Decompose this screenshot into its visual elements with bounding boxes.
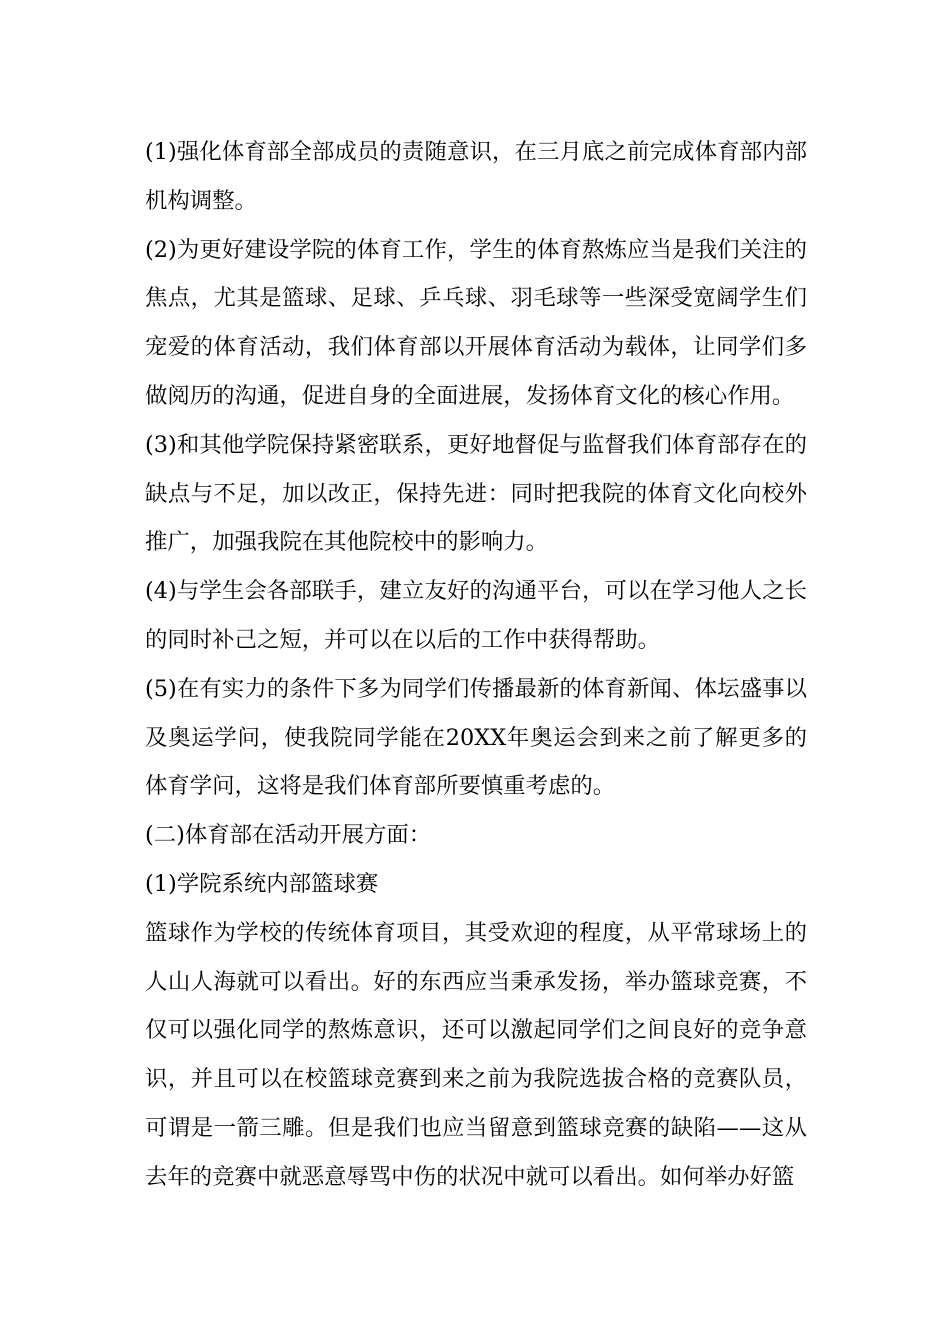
paragraph-item-5: (5)在有实力的条件下多为同学们传播最新的体育新闻、体坛盛事以及奥运学问，使我院同学能在20XX年奥运会到来之前了解更多的体育学问，这将是我们体育部所要慎重考虑的。 [145, 675, 807, 800]
section-heading: (二)体育部在活动开展方面： [145, 822, 432, 849]
paragraph-item-2: (2)为更好建设学院的体育工作，学生的体育熬炼应当是我们关注的焦点，尤其是篮球、足球、乒乓球、羽毛球等一些深受宽阔学生们宠爱的体育活动，我们体育部以开展体育活动为载体，让同学们多做阅历的沟通，促进自身的全面进展，发扬体育文化的核心作用。 [145, 236, 807, 409]
paragraph-item-3: (3)和其他学院保持紧密联系，更好地督促与监督我们体育部存在的缺点与不足，加以改正，保持先进：同时把我院的体育文化向校外推广，加强我院在其他院校中的影响力。 [145, 431, 807, 556]
subsection-heading: (1)学院系统内部篮球赛 [145, 870, 379, 897]
paragraph-item-4: (4)与学生会各部联手，建立友好的沟通平台，可以在学习他人之长的同时补己之短，并可以在以后的工作中获得帮助。 [145, 578, 807, 653]
paragraph-item-1: (1)强化体育部全部成员的责随意识，在三月底之前完成体育部内部机构调整。 [145, 139, 807, 214]
paragraph-body: 篮球作为学校的传统体育项目，其受欢迎的程度，从平常球场上的人山人海就可以看出。好的东西应当秉承发扬，举办篮球竞赛，不仅可以强化同学的熬炼意识，还可以激起同学们之间良好的竞争意识，并且可以在校篮球竞赛到来之前为我院选拔合格的竞赛队员，可谓是一箭三雕。但是我们也应当留意到篮球竞赛的缺陷——这从去年的竞赛中就恶意辱骂中伤的状况中就可以看出。如何举办好篮 [145, 919, 807, 1190]
document-body [145, 128, 807, 1202]
